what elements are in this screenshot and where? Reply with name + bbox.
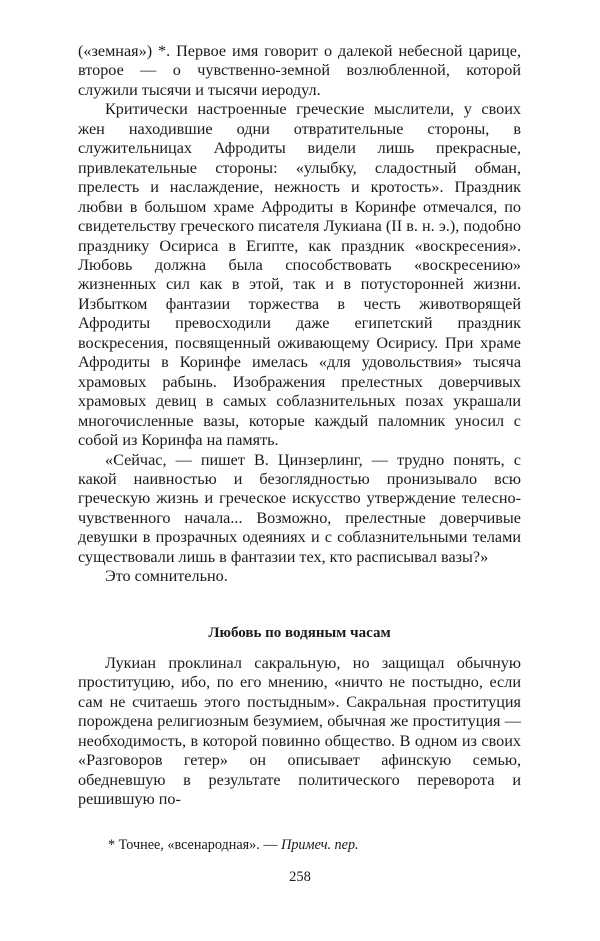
section-heading: Любовь по водяным часам: [208, 625, 391, 641]
paragraph-4: Это сомнительно.: [105, 567, 228, 586]
footnote-text: * Точнее, «всенародная». —: [108, 837, 282, 853]
footnote: [108, 836, 359, 854]
page-number: 258: [289, 869, 311, 885]
paragraph-1: («земная») *. Первое имя говорит о далекой небесной царице, второе — о чувственно-земной возлюбленной, которой служили тысячи и тысячи иеродул.: [78, 42, 521, 99]
paragraph-2: Критически настроенные греческие мыслители, у своих жен находившие одни отвратительные стороны, в служительницах Афродиты видели лишь прекрасные, привлекательные стороны: «улыбку, сладостный обман, прелесть и наслаждение, нежность и кротость». Праздник любви в большом храме Афродиты в Коринфе отмечался, по свидетельству греческого писателя Лукиана (II в. н. э.), подобно празднику Осириса в Египте, как праздник «воскресения». Любовь должна была способствовать «воскресению» жизненных сил как в этой, так и в потусторонней жизни. Избытком фантазии торжества в честь животворящей Афродиты превосходили даже египетский праздник воскресения, посвященный оживающему Осирису. При храме Афродиты в Коринфе имелась «для удовольствия» тысяча храмовых рабынь. Изображения прелестных доверчивых храмовых девиц в самых соблазнительных позах украшали многочисленные вазы, которые каждый паломник уносил с собой из Коринфа на память.: [78, 100, 521, 450]
text-block-bottom: [78, 654, 521, 810]
paragraph-3: «Сейчас, — пишет В. Цинзерлинг, — трудно понять, с какой наивностью и безоглядностью пронизывало всю греческую жизнь и греческое искусство утверждение телесно-чувственного начала... Возможно, прелестные доверчивые девушки в прозрачных одеяниях и с соблазнительными телами существовали лишь в фантазии тех, кто расписывал вазы?»: [78, 450, 521, 566]
footnote-italic: Примеч. пер.: [281, 837, 359, 853]
text-block-top: [78, 42, 521, 587]
paragraph-5: Лукиан проклинал сакральную, но защищал обычную проституцию, ибо, по его мнению, «ничто не постыдно, если сам не считаешь этого постыдным». Сакральная проституция порождена религиозным безумием, обычная же проституция — необходимость, в которой повинно общество. В одном из своих «Разговоров гетер» он описывает афинскую семью, обедневшую в результате политического переворота и решившую по-: [78, 654, 521, 809]
